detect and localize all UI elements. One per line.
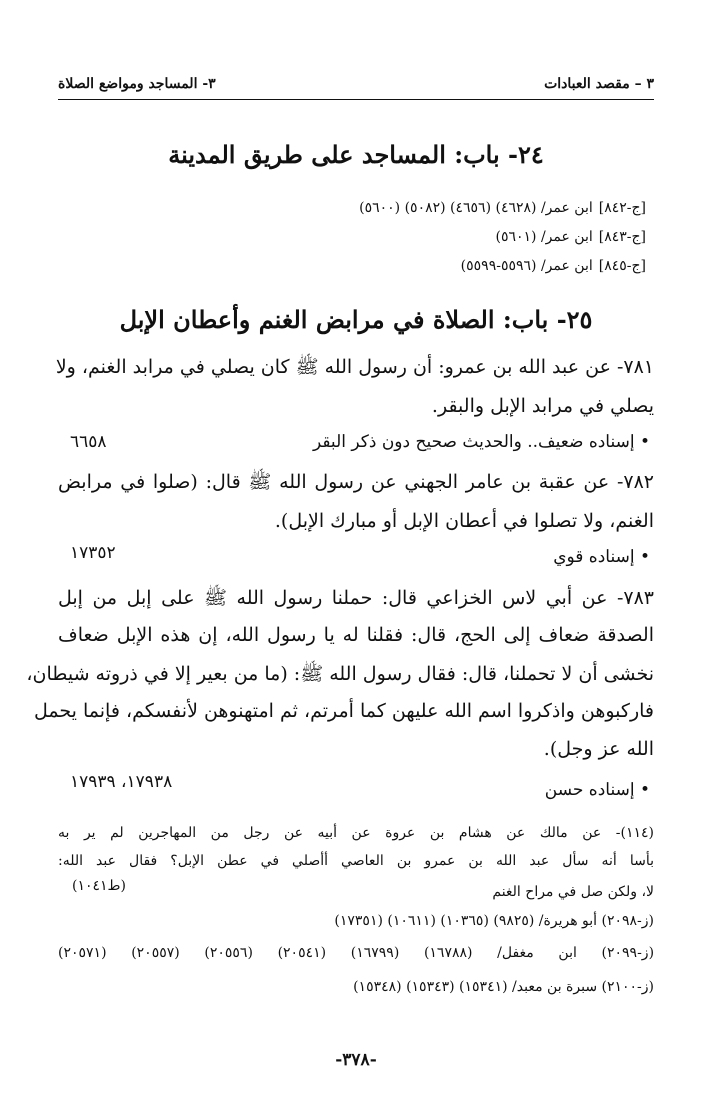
footnote-line: (١١٤)- عن مالك عن هشام بن عروة عن أبيه عن رجل من المهاجرين لم ير به [58,825,654,841]
hadith-text-line: يصلي في مرابد الإبل والبقر. [431,395,654,417]
hadith-text-line: ٧٨١- عن عبد الله بن عمرو: أن رسول الله ﷺ كان يصلي في مرابد الغنم، ولا [55,356,654,378]
hadith-text-line: نخشى أن لا تحملنا، قال: فقال رسول الله ﷺ: (ما من بعير إلا في ذروته شيطان، [26,663,654,685]
reference-id: [ج-٨٤٥] [598,258,646,274]
reference-line [495,229,646,245]
section-title-25: ٢٥- باب: الصلاة في مرابض الغنم وأعطان الإبل [119,305,593,334]
footnote-line: لا، ولكن صل في مراح الغنم [492,884,654,900]
hadith-grade: • إسناده قوي [553,547,650,567]
reference-id: [ج-٨٤٢] [598,200,646,216]
hadith-grade: • إسناده ضعيف.. والحديث صحيح دون ذكر البقر [312,432,650,452]
hadith-text-line: ٧٨٢- عن عقبة بن عامر الجهني عن رسول الله ﷺ قال: (صلوا في مرابض [58,471,654,493]
hadith-grade: • إسناده حسن [544,780,650,800]
reference-line [359,200,646,216]
hadith-number: ١٧٩٣٨، ١٧٩٣٩ [70,772,173,792]
hadith-number: ٦٦٥٨ [70,432,107,452]
hadith-text-line: ٧٨٣- عن أبي لاس الخزاعي قال: حملنا رسول الله ﷺ على إبل من إبل [58,587,654,609]
reference-id: [ج-٨٤٣] [598,229,646,245]
hadith-number: ١٧٣٥٢ [70,543,116,563]
footnote-ref-line: (ز-٢١٠٠) سبرة بن معبد/ (١٥٣٤١) (١٥٣٤٣) (١٥٣٤٨) [353,979,654,995]
reference-text: ابن عمر/ (٤٦٢٨) (٤٦٥٦) (٥٠٨٢) (٥٦٠٠) [359,200,593,216]
footnote-ref-line: (ز-٢٠٩٩) ابن مغفل/ (١٦٧٨٨) (١٦٧٩٩) (٢٠٥٤١) (٢٠٥٥٦) (٢٠٥٥٧) (٢٠٥٧١) [58,945,655,961]
section-title-24: ٢٤- باب: المساجد على طريق المدينة [168,140,544,169]
footnote-ref-line: (ز-٢٠٩٨) أبو هريرة/ (٩٨٢٥) (١٠٣٦٥) (١٠٦١١) (١٧٣٥١) [334,913,654,929]
footnote-number: (ط١٠٤١) [72,878,126,894]
header-chapter: ٣- المساجد ومواضع الصلاة [58,76,216,92]
hadith-text-line: فاركبوهن واذكروا اسم الله عليهن كما أمرتم، ثم امتهنوهن لأنفسكم، فإنما يحمل [34,700,654,722]
hadith-text-line: الله عز وجل). [543,738,654,760]
header-rule [58,99,654,100]
header-book-part: ٣ – مقصد العبادات [544,76,654,92]
hadith-text-line: الصدقة ضعاف إلى الحج، قال: فقلنا له يا رسول الله، إن هذه الإبل ضعاف [58,624,654,646]
hadith-text-line: الغنم، ولا تصلوا في أعطان الإبل أو مبارك الإبل). [274,510,654,532]
running-header [58,70,654,100]
reference-text: ابن عمر/ (٥٦٠١) [495,229,593,245]
reference-line [461,258,646,274]
reference-text: ابن عمر/ (٥٥٩٦-٥٥٩٩) [460,258,593,274]
page-number: -٣٧٨- [335,1050,377,1070]
footnote-line: بأسا أنه سأل عبد الله بن عمرو بن العاصي أأصلي في عطن الإبل؟ فقال عبد الله: [58,853,654,869]
